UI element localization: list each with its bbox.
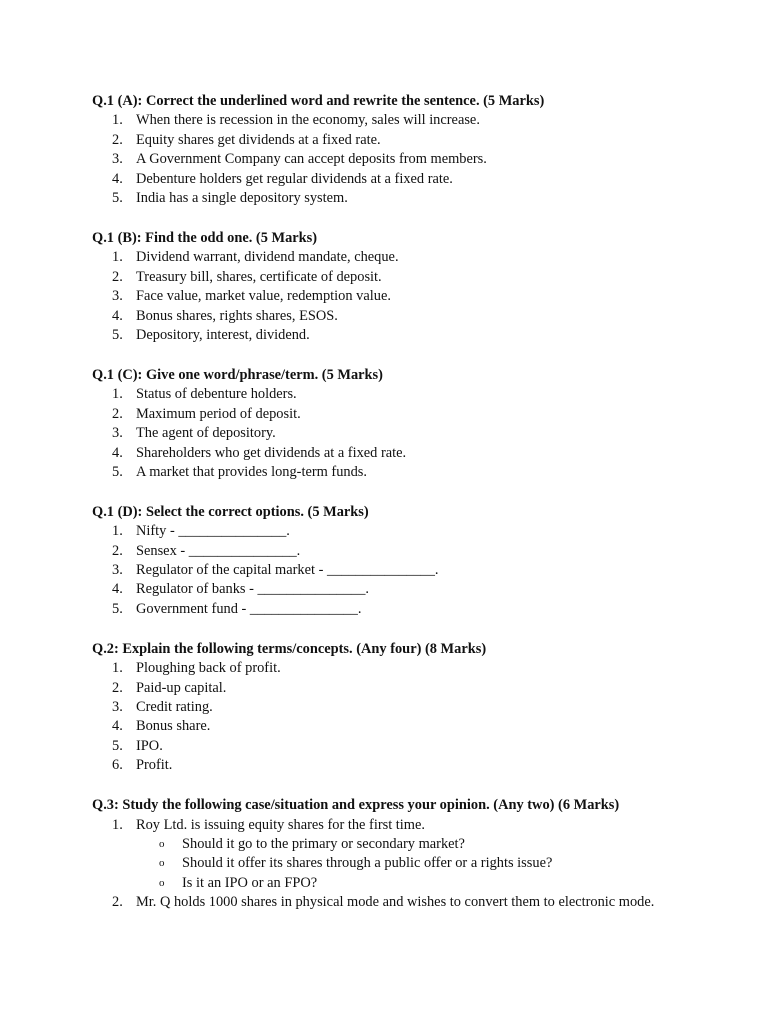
item-number: 3. bbox=[112, 151, 123, 168]
item-text: India has a single depository system. bbox=[136, 190, 348, 207]
item-text: Equity shares get dividends at a fixed rate. bbox=[136, 131, 381, 148]
item-text: Sensex - _______________. bbox=[136, 542, 301, 559]
section-q1c bbox=[92, 366, 692, 482]
list-item bbox=[92, 717, 692, 736]
list-item bbox=[92, 737, 692, 756]
item-text: Bonus share. bbox=[136, 718, 211, 735]
item-number: 1. bbox=[112, 249, 123, 266]
bullet-icon: o bbox=[159, 876, 165, 889]
item-number: 6. bbox=[112, 757, 123, 774]
list-item bbox=[92, 248, 692, 267]
item-number: 4. bbox=[112, 444, 123, 461]
question-list bbox=[92, 248, 692, 345]
item-text: Profit. bbox=[136, 757, 173, 774]
list-item bbox=[92, 424, 692, 443]
item-number: 3. bbox=[112, 698, 123, 715]
sub-list bbox=[92, 835, 692, 893]
list-item bbox=[92, 444, 692, 463]
bullet-icon: o bbox=[159, 857, 165, 870]
list-item bbox=[92, 600, 692, 619]
item-number: 1. bbox=[112, 386, 123, 403]
item-number: 1. bbox=[112, 660, 123, 677]
item-number: 3. bbox=[112, 425, 123, 442]
item-text: Nifty - _______________. bbox=[136, 523, 290, 540]
item-number: 2. bbox=[112, 542, 123, 559]
item-text: When there is recession in the economy, sales will increase. bbox=[136, 112, 480, 129]
item-text: Face value, market value, redemption value. bbox=[136, 288, 391, 305]
list-item bbox=[92, 698, 692, 717]
item-number: 2. bbox=[112, 405, 123, 422]
item-number: 1. bbox=[112, 816, 123, 833]
item-text: Debenture holders get regular dividends at a fixed rate. bbox=[136, 170, 453, 187]
question-list bbox=[92, 816, 692, 913]
question-list bbox=[92, 522, 692, 619]
item-number: 4. bbox=[112, 170, 123, 187]
question-list bbox=[92, 385, 692, 482]
list-item bbox=[92, 307, 692, 326]
item-text: Paid-up capital. bbox=[136, 679, 227, 696]
section-q2 bbox=[92, 640, 692, 776]
list-item bbox=[92, 756, 692, 775]
list-item bbox=[92, 893, 692, 912]
item-number: 4. bbox=[112, 581, 123, 598]
list-item bbox=[92, 111, 692, 130]
question-list bbox=[92, 111, 692, 208]
sub-item-text: Should it go to the primary or secondary market? bbox=[182, 835, 465, 852]
section-q1b bbox=[92, 229, 692, 345]
item-number: 4. bbox=[112, 307, 123, 324]
sub-list-item bbox=[92, 835, 692, 854]
item-text: Roy Ltd. is issuing equity shares for the first time. bbox=[136, 816, 425, 833]
list-item bbox=[92, 522, 692, 541]
list-item bbox=[92, 561, 692, 580]
list-item bbox=[92, 170, 692, 189]
document-page bbox=[92, 92, 692, 933]
list-item bbox=[92, 405, 692, 424]
list-item bbox=[92, 326, 692, 345]
question-list bbox=[92, 659, 692, 775]
item-text: Regulator of banks - _______________. bbox=[136, 581, 370, 598]
item-number: 5. bbox=[112, 463, 123, 480]
section-title: Q.3: Study the following case/situation and express your opinion. (Any two) (6 Marks) bbox=[92, 797, 620, 814]
item-text: IPO. bbox=[136, 737, 163, 754]
item-text: Mr. Q holds 1000 shares in physical mode and wishes to convert them to electronic mode. bbox=[136, 894, 655, 911]
item-number: 1. bbox=[112, 523, 123, 540]
list-item bbox=[92, 150, 692, 169]
item-text: Ploughing back of profit. bbox=[136, 660, 281, 677]
sub-item-text: Should it offer its shares through a public offer or a rights issue? bbox=[182, 855, 553, 872]
item-number: 2. bbox=[112, 268, 123, 285]
sub-item-text: Is it an IPO or an FPO? bbox=[182, 874, 318, 891]
item-text: Credit rating. bbox=[136, 698, 213, 715]
item-text: Shareholders who get dividends at a fixed rate. bbox=[136, 444, 407, 461]
item-number: 5. bbox=[112, 190, 123, 207]
item-text: Treasury bill, shares, certificate of deposit. bbox=[136, 268, 382, 285]
item-text: Bonus shares, rights shares, ESOS. bbox=[136, 307, 338, 324]
item-number: 5. bbox=[112, 600, 123, 617]
item-number: 2. bbox=[112, 679, 123, 696]
item-number: 5. bbox=[112, 326, 123, 343]
section-title: Q.2: Explain the following terms/concepts. (Any four) (8 Marks) bbox=[92, 640, 487, 657]
list-item bbox=[92, 659, 692, 678]
list-item bbox=[92, 580, 692, 599]
list-item bbox=[92, 542, 692, 561]
list-item bbox=[92, 287, 692, 306]
section-title: Q.1 (C): Give one word/phrase/term. (5 Marks) bbox=[92, 366, 383, 383]
section-q3 bbox=[92, 796, 692, 912]
item-text: The agent of depository. bbox=[136, 425, 276, 442]
list-item bbox=[92, 268, 692, 287]
list-item bbox=[92, 816, 692, 835]
item-text: A market that provides long-term funds. bbox=[136, 463, 368, 480]
section-q1a bbox=[92, 92, 692, 208]
item-number: 4. bbox=[112, 718, 123, 735]
item-number: 2. bbox=[112, 131, 123, 148]
bullet-icon: o bbox=[159, 837, 165, 850]
sub-list-container bbox=[92, 835, 692, 893]
item-text: Depository, interest, dividend. bbox=[136, 326, 310, 343]
item-number: 3. bbox=[112, 288, 123, 305]
item-text: Government fund - _______________. bbox=[136, 600, 362, 617]
section-title: Q.1 (D): Select the correct options. (5 Marks) bbox=[92, 503, 369, 520]
sub-list-item bbox=[92, 854, 692, 873]
list-item bbox=[92, 131, 692, 150]
item-text: Maximum period of deposit. bbox=[136, 405, 301, 422]
list-item bbox=[92, 679, 692, 698]
item-text: Dividend warrant, dividend mandate, cheque. bbox=[136, 249, 399, 266]
section-title: Q.1 (B): Find the odd one. (5 Marks) bbox=[92, 229, 318, 246]
item-number: 1. bbox=[112, 112, 123, 129]
item-number: 2. bbox=[112, 894, 123, 911]
list-item bbox=[92, 189, 692, 208]
item-text: Regulator of the capital market - _______________. bbox=[136, 562, 439, 579]
section-q1d bbox=[92, 503, 692, 619]
list-item bbox=[92, 385, 692, 404]
section-title: Q.1 (A): Correct the underlined word and rewrite the sentence. (5 Marks) bbox=[92, 93, 545, 109]
sub-list-item bbox=[92, 874, 692, 893]
item-number: 5. bbox=[112, 737, 123, 754]
item-text: Status of debenture holders. bbox=[136, 386, 297, 403]
item-text: A Government Company can accept deposits from members. bbox=[136, 151, 487, 168]
item-number: 3. bbox=[112, 562, 123, 579]
list-item bbox=[92, 463, 692, 482]
